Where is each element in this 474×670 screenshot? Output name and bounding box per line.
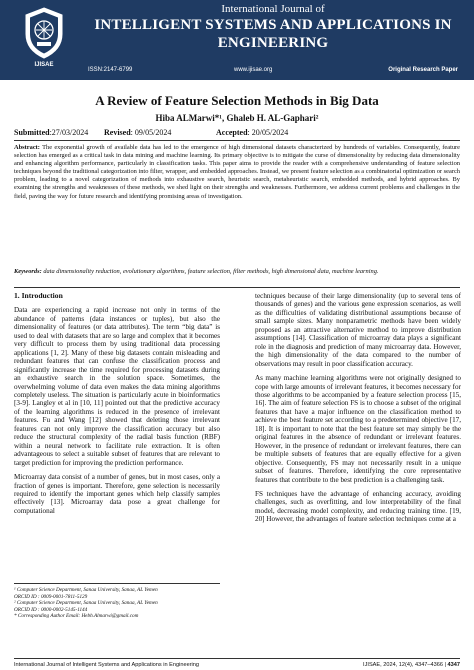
keywords — [14, 268, 460, 276]
footnote-corresponding-author: * Corresponding Author Email: Hebh.Almarwi@gmail.com — [14, 613, 139, 620]
footer-citation — [363, 662, 460, 668]
journal-name-prefix: International Journal of — [221, 3, 325, 15]
keywords-label: Keywords: — [14, 268, 42, 275]
body-paragraph: As many machine learning algorithms were not originally designed to cope with large amounts of irrelevant features, it becomes necessary for those algorithms to be accompanied by a feature selection process [15, 16]. The aim of feature selection FS is to choose a subset of the original features that have a major influence on the classification method to achieve the best feature set according to a predetermined objective [17, 18]. It is important to note that the best feature set may simply be the original features in the absence of redundant or irrelevant features. However, in the presence of redundant or irrelevant features, there can be multiple subsets of features that are equally effective for a given objective. Consequently, FS may not necessarily result in a unique subset of features. Therefore, identifying the core representative features that contribute to the best prediction is a challenging task. — [255, 374, 461, 484]
journal-website-link[interactable]: www.ijisae.org — [234, 67, 273, 73]
page-number: 4347 — [447, 662, 460, 668]
abstract-label: Abstract: — [14, 144, 40, 151]
footer-journal: International Journal of Intelligent Systems and Applications in Engineering — [14, 662, 200, 668]
footnote-orcid-1: ORCID ID : 0009-0001-7811-5129 — [14, 593, 88, 600]
revised-date — [104, 128, 171, 137]
revised-label: Revised — [104, 128, 131, 137]
submitted-value: :27/03/2024 — [49, 128, 89, 137]
divider-bottom — [14, 287, 460, 288]
left-column — [14, 292, 220, 521]
journal-title-line-2: ENGINEERING — [217, 35, 329, 51]
author-list: Hiba ALMarwi*¹, Ghaleb H. AL-Gaphari² — [155, 113, 319, 123]
abstract — [14, 144, 460, 201]
journal-logo — [22, 6, 66, 60]
body-paragraph: Microarray data consist of a number of genes, but in most cases, only a fraction of genes is important. Therefore, gene selection is necessarily required to identify the important genes which help classify samples effectively [13]. Microarray data pose a great challenge for computational — [14, 473, 220, 515]
abstract-text: The exponential growth of available data has led to the emergence of high dimensional datasets characterized by hundreds of variables. Consequently, feature selection has emerged as a critical task in data mining and machine learning. Its primary objective is to mitigate the curse of dimensionality by reducing data dimensionality and enhancing algorithm performance, particularly in classification tasks. This paper aims to provide the reader with a comprehensive understanding of feature selection techniques beyond the traditional categorization into filter, wrapper, and embedded approaches. Instead, we present feature selection as a combinatorial optimization or search problem, leading to a novel categorization of methods into exhaustive search, heuristic search, metaheuristic search, embedded methods, and hybrid approaches. By examining the strengths and weaknesses of these methods, we shed light on their strengths and weaknesses. Furthermore, we address current problems and challenges in the field, paving the way for future research and identifying promising areas of investigation. — [14, 144, 461, 200]
body-paragraph: FS techniques have the advantage of enhancing accuracy, avoiding challenges, such as overfitting, and low interpretability of the final model, decreasing model complexity, and reducing training time. [19, 20] However, the advantages of feature selection techniques come at a — [255, 489, 461, 524]
body-paragraph: Data are experiencing a rapid increase not only in terms of the abundance of patterns (data instances or tuples), but also the dimensionality of features (or data attributes). The term “big data” is used to deal with datasets that are so large and complex that it becomes very difficult to process them by using traditional data processing applications [1, 2]. Many of these big datasets contain misleading and redundant features that can confuse the classification process and significantly increase the time required for processing datasets during an exhaustive search in the solution space. Sometimes, the overwhelming volume of data even makes the data mining algorithms completely useless. The situation is particularly acute in bioinformatics [3-9]. Langley et al in [10, 11] pointed out that the predictive accuracy of the learning algorithms is reduced in the presence of irrelevant features. Fu and Wang [12] showed that deleting those irrelevant features can not only improve the classification accuracy but also reduce the structural complexity of the radial basis function (RBF) within a neural network to facilitate rule extraction. It is often advantageous to select a suitable subset of features that are relevant to target prediction for improving the prediction performance. — [14, 306, 220, 467]
section-heading: 1. Introduction — [14, 291, 63, 300]
footnotes — [14, 583, 220, 620]
keywords-text: data dimensionality reduction, evolutionary algorithms, feature selection, filter methods, high dimensional data, machine learning. — [43, 268, 379, 275]
paper-title: A Review of Feature Selection Methods in Big Data — [95, 93, 379, 108]
journal-title-line-1: INTELLIGENT SYSTEMS AND APPLICATIONS IN — [94, 17, 452, 33]
article-type: Original Research Paper — [388, 67, 458, 73]
accepted-value: : 20/05/2024 — [247, 128, 289, 137]
issn: ISSN:2147-6799 — [88, 67, 133, 73]
submitted-label: Submitted — [14, 128, 50, 137]
accepted-date — [216, 128, 288, 137]
revised-value: : 09/05/2024 — [130, 128, 172, 137]
footnote-orcid-2: ORCID ID : 0000-0002-5145-1144 — [14, 606, 88, 613]
divider-top — [14, 140, 460, 141]
footnote-affiliation-2: ² Computer Science Department, Sanaa University, Sanaa, AL Yemen — [14, 600, 158, 607]
journal-header — [0, 0, 474, 80]
page-footer — [14, 658, 460, 668]
journal-title — [86, 16, 460, 52]
logo-label: IJISAE — [34, 62, 54, 68]
footnote-affiliation-1: ¹ Computer Science Department, Sanaa University, Sanaa, AL Yemen — [14, 587, 158, 593]
submitted-date — [14, 128, 88, 137]
footer-volume: IJISAE, 2024, 12(4), 4347–4366 | — [363, 662, 446, 668]
right-column — [255, 292, 461, 530]
body-paragraph: techniques because of their large dimensionality (up to several tens of thousands of genes) and the various gene expression scenarios, as well as the difficulties of validating distributional assumptions because of small sample sizes. Many nonparametric methods have been widely proposed as an attractive alternative method to improve distribution assumptions [14]. Classification of microarray data plays a significant role in the diagnosis and prediction of many microarray data. However, the high dimensionality of the data compared to the number of observations may result in poor classification accuracy. — [255, 292, 461, 368]
accepted-label: Accepted — [216, 128, 248, 137]
